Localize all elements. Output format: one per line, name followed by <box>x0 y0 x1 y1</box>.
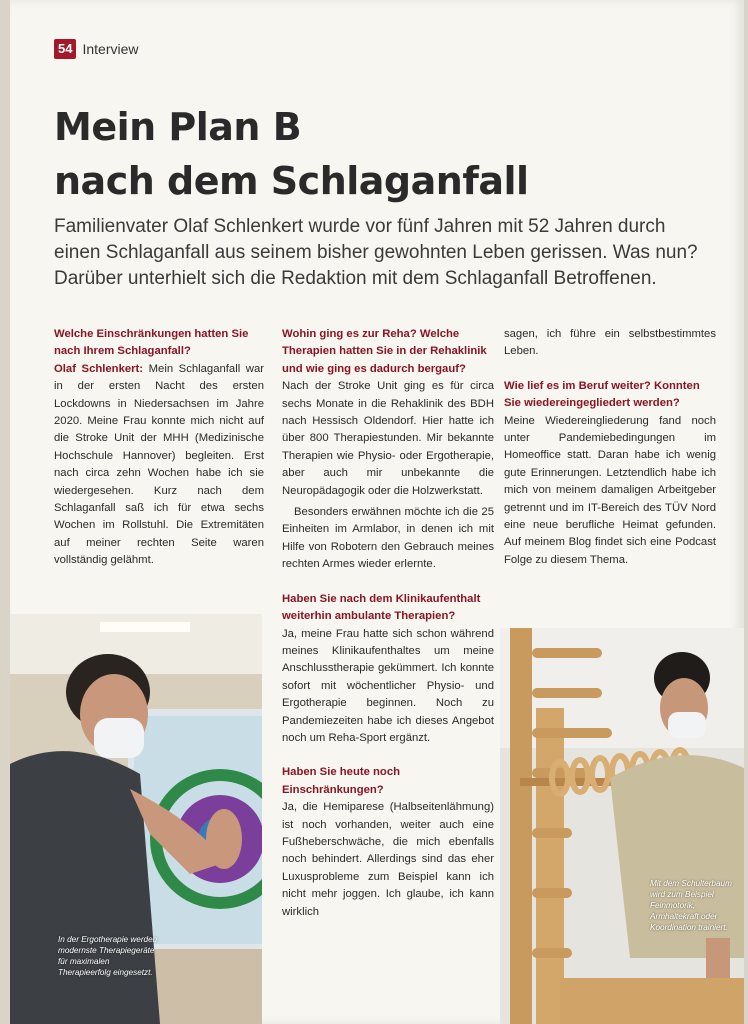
page-header <box>54 38 139 60</box>
answer-3: Ja, meine Frau hatte sich schon während meines Klinikaufenthaltes um meine Anschlusstherapie gekümmert. Ich konnte sofort mit wöchentlicher Physio- und Ergotherapie beginnen. Noch zu Pandemiezeiten habe ich dieses Angebot noch um Reha-Sport ergänzt. <box>282 627 494 744</box>
title-line-2: nach dem Schlaganfall <box>54 159 529 203</box>
question-1: Welche Einschränkungen hatten Sie nach Ihrem Schlaganfall? <box>54 328 249 358</box>
question-5: Wie lief es im Beruf weiter? Konnten Sie wiedereingegliedert werden? <box>504 379 700 410</box>
photo-ergotherapy <box>10 614 262 1024</box>
answer-4: Ja, die Hemiparese (Halbseitenlähmung) ist noch vorhanden, weiter auch eine Fußheberschwäche, die mich ebenfalls noch behindert. Allerdings sind das eher Luxusprobleme zum Beispiel kann ich nicht mehr joggen. Ich glaube, ich kann wirklich <box>282 801 494 918</box>
column-3 <box>504 326 716 569</box>
caption-left: In der Ergotherapie werden modernste Therapiegeräte für maximalen Therapieerfolg eingesetzt. <box>58 935 158 977</box>
answer-1 <box>54 361 264 570</box>
answer-2: Nach der Stroke Unit ging es für circa sechs Monate in die Rehaklinik des BDH nach Hessisch Oldendorf. Hier hatte ich über 800 Therapiestunden. Mir bekannte Therapien wie Physio- oder Ergotherapie, aber auch mir unbekannte die Neuropädagogik oder die Holzwerkstatt. <box>282 380 494 497</box>
photo-shoulder-tree <box>500 628 744 1024</box>
caption-right: Mit dem Schulterbaum wird zum Beispiel Feinmotorik, Armhaltekraft oder Koordination trainiert. <box>650 879 732 932</box>
answer-2b: Besonders erwähnen möchte ich die 25 Einheiten im Armlabor, in denen ich mit Hilfe von Robotern den Gebrauch meines rechten Armes wieder erlernte. <box>282 506 494 571</box>
question-3: Haben Sie nach dem Klinikaufenthalt weiterhin ambulante Therapien? <box>282 592 481 623</box>
question-4: Haben Sie heute noch Einschränkungen? <box>282 766 401 796</box>
magazine-page <box>10 0 744 1024</box>
answer-continued: sagen, ich führe ein selbstbestimmtes Leben. <box>504 328 716 358</box>
answer-5: Meine Wiedereingliederung fand noch unter Pandemiebedingungen im Homeoffice statt. Daran habe ich wenig gute Erinnerungen. Letztendlich habe ich mich von meinem damaligen Arbeitgeber getrennt und im IT-Bereich des TÜV Nord eine neue berufliche Heimat gefunden. Auf meinem Blog findet sich eine Podcast Folge zu diesem Thema. <box>504 414 716 566</box>
title-line-1: Mein Plan B <box>54 105 302 149</box>
answer-1-text: Mein Schlaganfall war in der ersten Nacht des ersten Lockdowns in Niedersachsen im Jahre 2020. Meine Frau konnte mich nicht auf die Stroke Unit der MHH (Medizinische Hochschule Hannover) begleiten. Erst nach circa zehn Wochen habe ich sie wiedergesehen. Kurz nach dem Schlaganfall saß ich für etwa sechs Wochen im Rollstuhl. Die Extremitäten auf meiner rechten Seite waren vollständig gelähmt. <box>54 362 264 567</box>
column-2 <box>282 326 494 921</box>
page-number: 54 <box>54 39 76 59</box>
article-title <box>54 100 694 208</box>
column-1 <box>54 326 264 570</box>
speaker-name: Olaf Schlenkert: <box>54 362 144 375</box>
shoulder-tree-image <box>500 628 744 1024</box>
section-label: Interview <box>82 41 139 57</box>
question-2: Wohin ging es zur Reha? Welche Therapien hatten Sie in der Rehaklinik und wie ging es dadurch bergauf? <box>282 328 487 375</box>
lead-paragraph: Familienvater Olaf Schlenkert wurde vor fünf Jahren mit 52 Jahren durch einen Schlaganfall aus seinem bisher gewohnten Leben gerissen. Was nun? Darüber unterhielt sich die Redaktion mit dem Schlaganfall Betroffenen. <box>54 216 698 289</box>
